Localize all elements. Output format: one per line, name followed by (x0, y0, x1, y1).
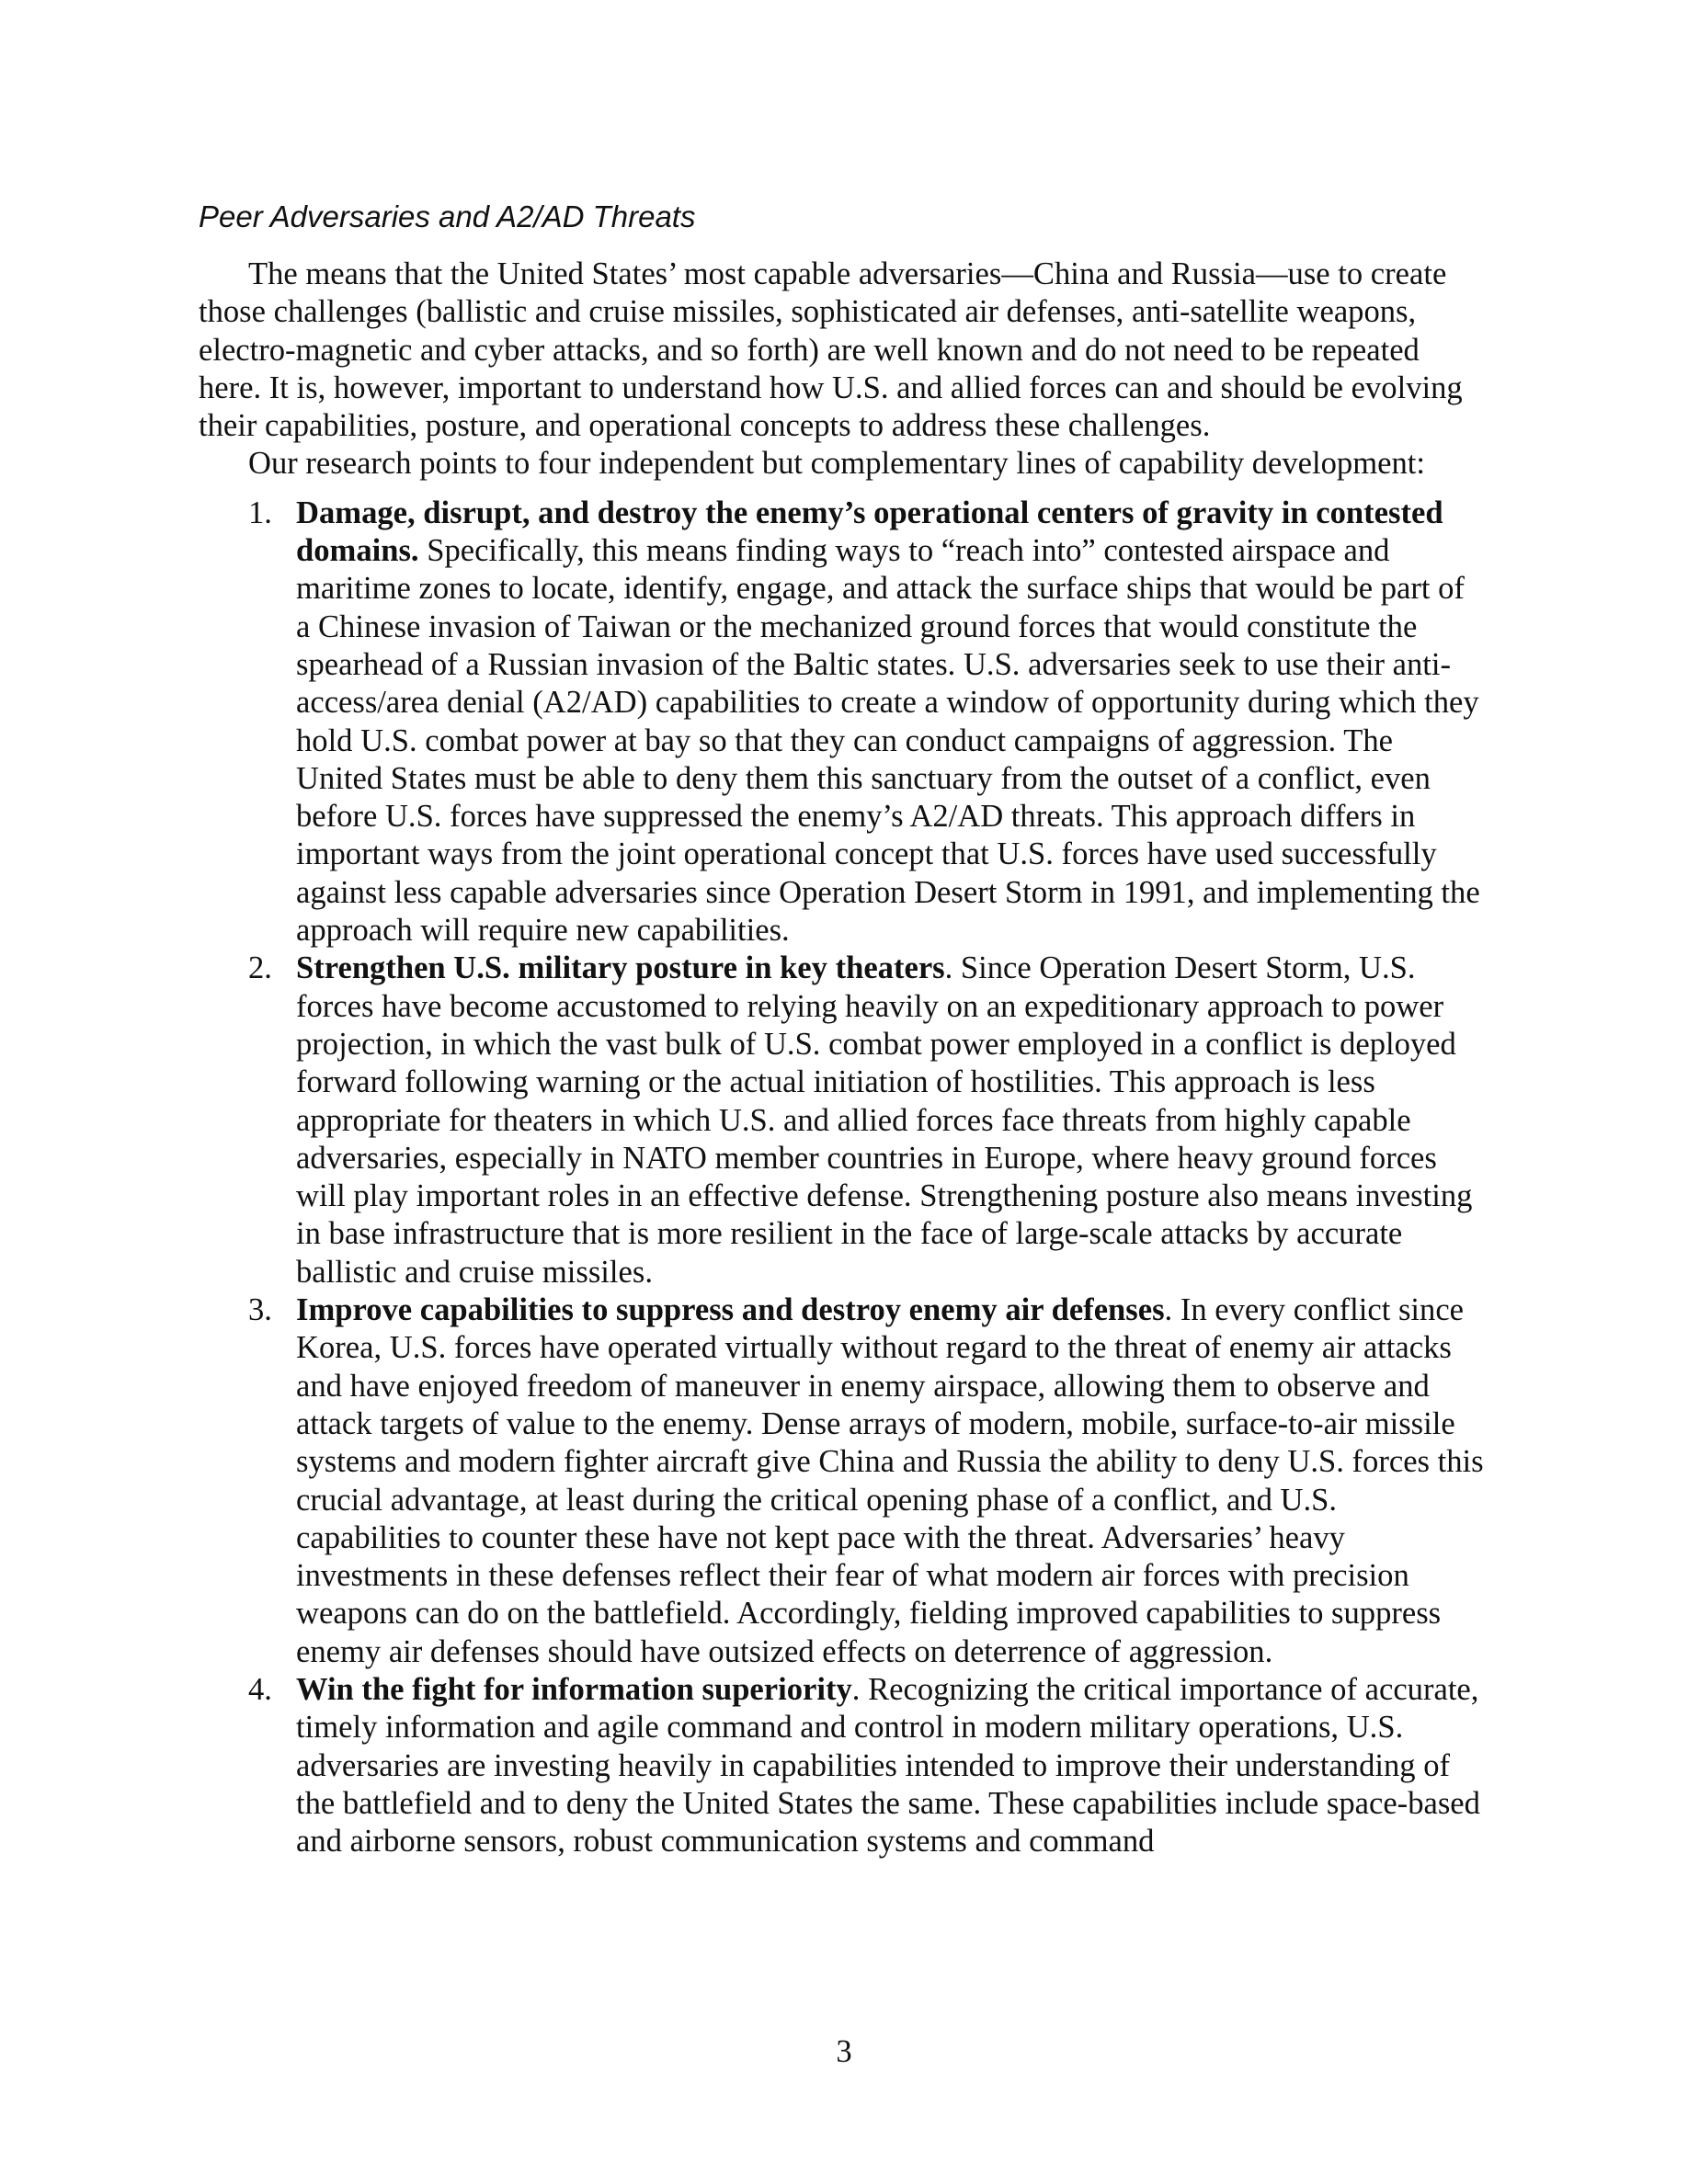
paragraph-lines-of-development: Our research points to four independent but complementary lines of capability development: (248, 446, 1425, 482)
list-item-number: 2. (248, 950, 272, 986)
list-item-text: . In every conflict since Korea, U.S. forces have operated virtually without regard to the threat of enemy air attacks and have enjoyed freedom of maneuver in enemy airspace, allowing them to observe and attack targets of value to the enemy. Dense arrays of modern, mobile, surface-to-air missile systems and modern fighter aircraft give China and Russia the ability to deny U.S. forces this crucial advantage, at least during the critical opening phase of a conflict, and U.S. capabilities to counter these have not kept pace with the threat. Adversaries’ heavy investments in these defenses reflect their fear of what modern air forces with precision weapons can do on the battlefield. Accordingly, fielding improved capabilities to suppress enemy air defenses should have outsized effects on deterrence of aggression. (296, 1292, 1484, 1669)
list-item-text: . Recognizing the critical importance of accurate, timely information and agile command and control in modern military operations, U.S. adversaries are investing heavily in capabilities intended to improve their understanding of the battlefield and to deny the United States the same. These capabilities include space-based and airborne sensors, robust communication systems and command (296, 1671, 1480, 1860)
page-number: 3 (836, 2034, 852, 2069)
list-item (199, 1291, 1486, 1671)
body-text (199, 256, 1486, 1860)
list-item-title: Win the fight for information superiority (296, 1671, 852, 1707)
list-item (199, 1671, 1486, 1860)
list-item-title: Damage, disrupt, and destroy the enemy’s operational centers of gravity in contested domains. (296, 495, 1443, 569)
list-item-number: 1. (248, 495, 272, 530)
list-item (199, 950, 1486, 1291)
paragraph-intro: The means that the United States’ most capable adversaries—China and Russia—use to create those challenges (ballistic and cruise missiles, sophisticated air defenses, anti-satellite weapons, electro-magnetic and cyber attacks, and so forth) are well known and do not need to be repeated here. It is, however, important to understand how U.S. and allied forces can and should be evolving their capabilities, posture, and operational concepts to address these challenges. (199, 256, 1463, 444)
list-item-number: 3. (248, 1292, 272, 1328)
section-heading: Peer Adversaries and A2/AD Threats (199, 199, 696, 233)
list-item-title: Improve capabilities to suppress and destroy enemy air defenses (296, 1292, 1165, 1328)
list-item-number: 4. (248, 1671, 272, 1707)
list-item-text: Specifically, this means finding ways to “reach into” contested airspace and maritime zones to locate, identify, engage, and attack the surface ships that would be part of a Chinese invasion of Taiwan or the mechanized ground forces that would constitute the spearhead of a Russian invasion of the Baltic states. U.S. adversaries seek to use their anti-access/area denial (A2/AD) capabilities to create a window of opportunity during which they hold U.S. combat power at bay so that they can conduct campaigns of aggression. The United States must be able to deny them this sanctuary from the outset of a conflict, even before U.S. forces have suppressed the enemy’s A2/AD threats. This approach differs in important ways from the joint operational concept that U.S. forces have used successfully against less capable adversaries since Operation Desert Storm in 1991, and implementing the approach will require new capabilities. (296, 533, 1480, 949)
capability-list (199, 495, 1486, 1861)
list-item (199, 495, 1486, 950)
list-item-text: . Since Operation Desert Storm, U.S. forces have become accustomed to relying heavily on an expeditionary approach to power projection, in which the vast bulk of U.S. combat power employed in a conflict is deployed forward following warning or the actual initiation of hostilities. This approach is less appropriate for theaters in which U.S. and allied forces face threats from highly capable adversaries, especially in NATO member countries in Europe, where heavy ground forces will play important roles in an effective defense. Strengthening posture also means investing in base infrastructure that is more resilient in the face of large-scale attacks by accurate ballistic and cruise missiles. (296, 950, 1473, 1290)
list-item-title: Strengthen U.S. military posture in key theaters (296, 950, 945, 986)
